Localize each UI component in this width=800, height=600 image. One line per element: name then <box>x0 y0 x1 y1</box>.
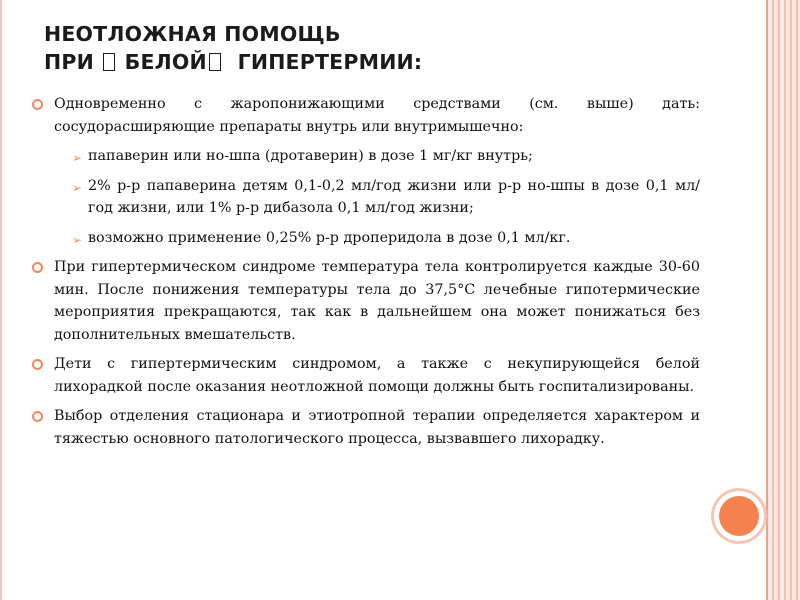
bullet-item <box>30 256 700 346</box>
bullet-text: Одновременно с жаропонижающими средствами (см. выше) дать: сосудорасширяющие препараты внутрь или внутримышечно: <box>54 96 700 135</box>
border-inner-line <box>766 0 768 600</box>
sub-item <box>30 145 700 168</box>
sub-item-text: 2% р-р папаверина детям 0,1-0,2 мл/год жизни или р-р но-шпы в дозе 0,1 мл/год жизни, или 1% р-р дибазола 0,1 мл/год жизни; <box>88 177 700 216</box>
sub-item <box>30 175 700 220</box>
orange-circle-decoration <box>719 496 759 536</box>
bullet-item <box>30 405 700 450</box>
bullet-text: Выбор отделения стационара и этиотропной терапии определяется характером и тяжестью основного патологического процесса, вызвавшего лихорадку. <box>54 408 700 447</box>
sub-item-text: папаверин или но-шпа (дротаверин) в дозе 1 мг/кг внутрь; <box>88 148 533 164</box>
missing-glyph-icon <box>103 53 115 71</box>
sub-item-text: возможно применение 0,25% р-р дроперидола в дозе 0,1 мл/кг. <box>88 229 571 246</box>
title-line-1: НЕОТЛОЖНАЯ ПОМОЩЬ <box>44 22 341 46</box>
bullet-item <box>30 93 700 138</box>
left-frame-line <box>0 0 2 600</box>
title-word-beloy: БЕЛОЙ <box>124 50 207 74</box>
bullet-text: Дети с гипертермическим синдромом, а также с некупирующейся белой лихорадкой после оказания неотложной помощи должны быть госпитализированы. <box>54 356 700 395</box>
arrow-bullet-icon: ➢ <box>72 180 83 195</box>
circle-bullet-icon <box>32 411 43 422</box>
slide-title <box>44 20 744 76</box>
missing-glyph-icon <box>209 53 221 71</box>
sub-item <box>30 227 700 250</box>
circle-bullet-icon <box>32 262 43 273</box>
title-word-pri: ПРИ <box>44 50 94 74</box>
slide-body <box>30 93 700 457</box>
right-decorative-border <box>766 0 800 600</box>
circle-bullet-icon <box>32 99 43 110</box>
title-word-gipertermii: ГИПЕРТЕРМИИ: <box>237 50 423 74</box>
circle-bullet-icon <box>32 359 43 370</box>
bullet-item <box>30 353 700 398</box>
arrow-bullet-icon: ➢ <box>72 151 83 165</box>
arrow-bullet-icon: ➢ <box>72 232 83 247</box>
title-line-2 <box>44 48 744 76</box>
bullet-text: При гипертермическом синдроме температура тела контролируется каждые 30-60 мин. После понижения температуры тела до 37,5°С лечебные гипотермические мероприятия прекращаются, так как в дальнейшем она может понижаться без дополнительных вмешательств. <box>54 259 700 343</box>
